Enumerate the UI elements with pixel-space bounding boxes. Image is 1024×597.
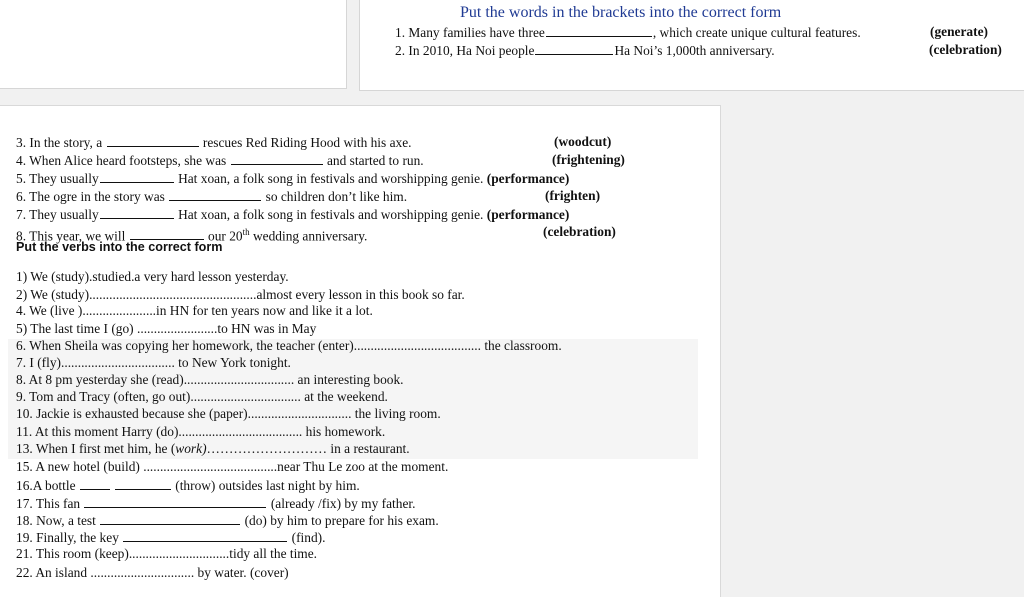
answer-blank: [115, 477, 171, 490]
verb-item-15: 15. A new hotel (build) ........................................near Thu Le zoo at the moment.: [16, 459, 449, 474]
exercise-heading: Put the words in the brackets into the correct form: [460, 4, 782, 21]
verb-item-13: 13. When I first met him, he (work)……………………… in a restaurant.: [16, 441, 410, 456]
verb-item-7: 7. I (fly).................................. to New York tonight.: [16, 355, 291, 370]
answer-blank: [123, 529, 287, 542]
verb-item-6: 6. When Sheila was copying her homework, the teacher (enter)...................................... the classroom.: [16, 338, 562, 353]
word-form-item-8: 8. This year, we will our 20th wedding anniversary.: [16, 227, 368, 244]
verb-item-9: 9. Tom and Tracy (often, go out)................................. at the weekend.: [16, 389, 388, 404]
answer-blank: [169, 188, 261, 201]
verb-item-10: 10. Jackie is exhausted because she (paper)............................... the living room.: [16, 406, 441, 421]
answer-blank: [130, 227, 204, 240]
verb-item-17: 17. This fan (already /fix) by my father.: [16, 496, 416, 511]
answer-blank: [80, 477, 110, 490]
verb-item-18: 18. Now, a test (do) by him to prepare for his exam.: [16, 513, 439, 528]
answer-blank: [535, 42, 613, 55]
top-item-2: 2. In 2010, Ha Noi people Ha Noi’s 1,000th anniversary.: [395, 43, 775, 58]
answer-blank: [100, 512, 240, 525]
verb-item-22: 22. An island ............................... by water. (cover): [16, 565, 289, 580]
word-form-item-7: 7. They usually Hat xoan, a folk song in festivals and worshipping genie. (performance): [16, 207, 570, 222]
top-item-1: 1. Many families have three , which create unique cultural features.: [395, 25, 861, 40]
answer-blank: [84, 495, 266, 508]
word-form-item-6: 6. The ogre in the story was so children don’t like him.: [16, 189, 408, 204]
word-hint: (performance): [486, 207, 570, 222]
word-hint: (celebration): [543, 224, 616, 239]
answer-blank: [107, 134, 199, 147]
word-hint: (frightening): [552, 152, 625, 167]
verb-item-8: 8. At 8 pm yesterday she (read)................................. an interesting book.: [16, 372, 404, 387]
word-hint: (celebration): [929, 42, 1002, 57]
verb-item-11: 11. At this moment Harry (do)..................................... his homework.: [16, 424, 386, 439]
verb-item-1: 1) We (study).studied.a very hard lesson yesterday.: [16, 269, 289, 284]
word-form-item-3: 3. In the story, a rescues Red Riding Hood with his axe.: [16, 135, 412, 150]
verb-item-4: 4. We (live )......................in HN for ten years now and like it a lot.: [16, 303, 373, 318]
answer-blank: [100, 170, 174, 183]
verb-item-2: 2) We (study)..................................................almost every lesson in this book so far.: [16, 287, 465, 302]
answer-blank: [100, 206, 174, 219]
word-form-item-5: 5. They usually Hat xoan, a folk song in festivals and worshipping genie. (performance): [16, 171, 570, 186]
word-hint: (generate): [930, 24, 988, 39]
page-panel-top-left: [0, 0, 347, 89]
answer-blank: [231, 152, 323, 165]
verb-item-21: 21. This room (keep)..............................tidy all the time.: [16, 546, 318, 561]
word-form-item-4: 4. When Alice heard footsteps, she was and started to run.: [16, 153, 424, 168]
word-hint: (woodcut): [554, 134, 612, 149]
word-hint: (performance): [486, 171, 570, 186]
word-hint: (frighten): [545, 188, 601, 203]
verb-item-16: 16.A bottle (throw) outsides last night by him.: [16, 478, 360, 493]
verb-item-5: 5) The last time I (go) ........................to HN was in May: [16, 321, 317, 336]
verb-item-19: 19. Finally, the key (find).: [16, 530, 326, 545]
verbs-heading: Put the verbs into the correct form: [16, 240, 223, 254]
answer-blank: [546, 24, 652, 37]
